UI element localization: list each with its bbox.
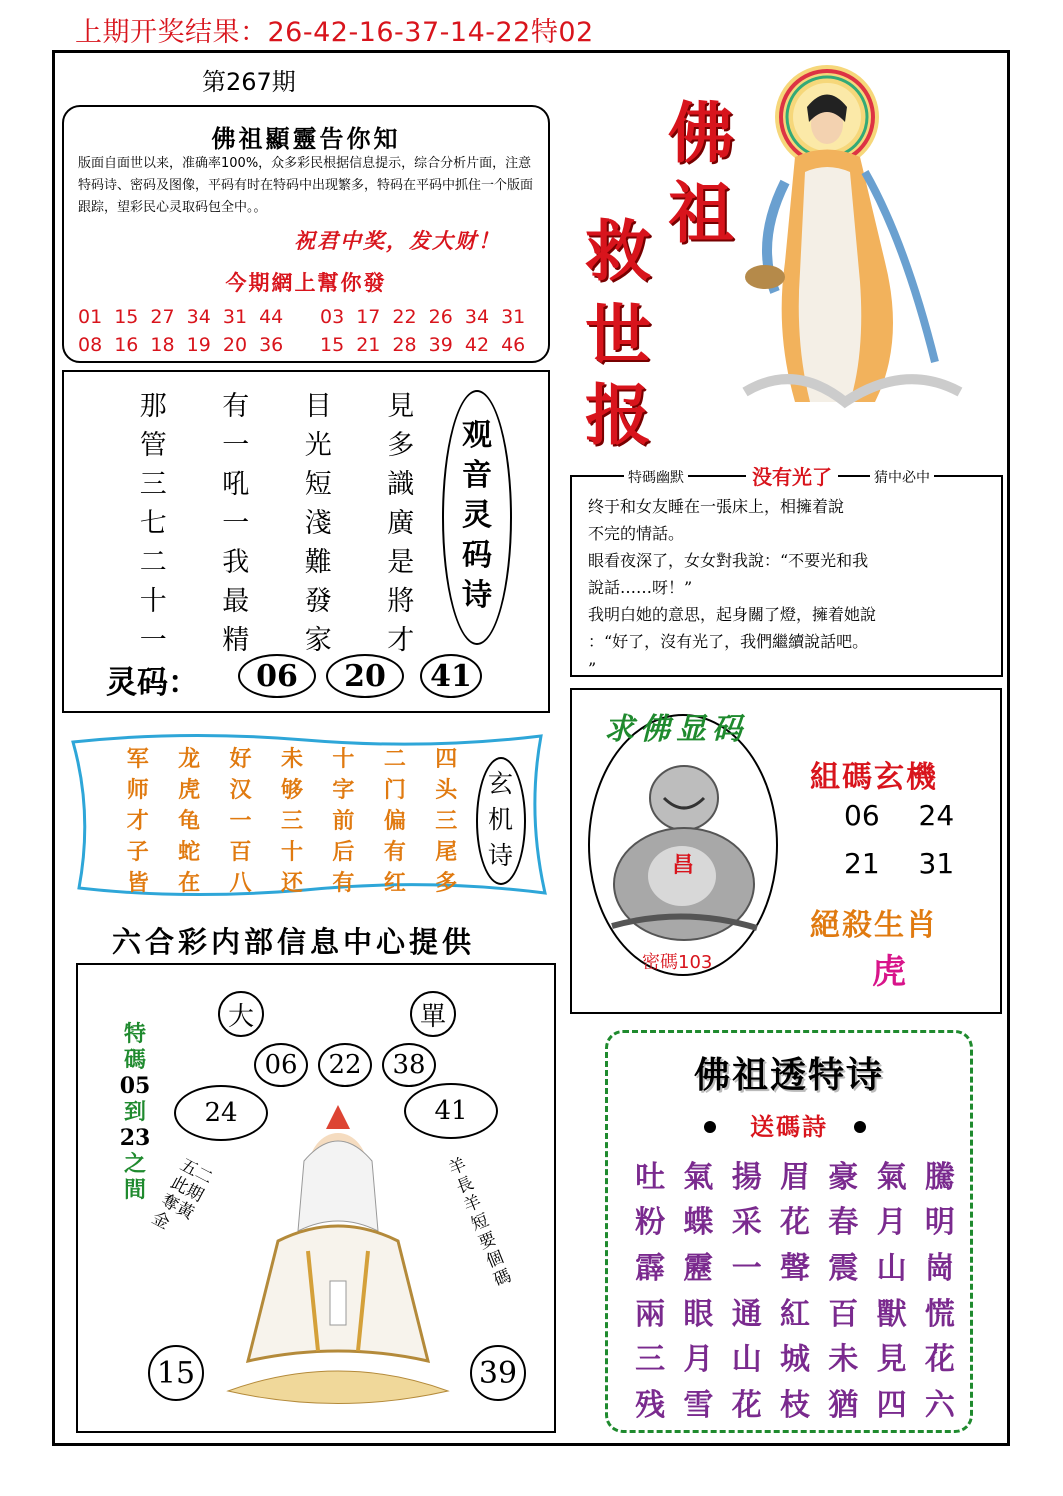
xuanji-char: 虎: [178, 777, 201, 803]
poem-char: 一: [222, 430, 250, 461]
title-char-5: 报: [585, 376, 651, 454]
range-token: 23: [119, 1125, 151, 1151]
bottom-right-number: 39: [470, 1345, 526, 1401]
tou-te-char: 吐: [635, 1159, 666, 1195]
range-token: 特: [123, 1021, 146, 1047]
tou-te-subtitle: 送碼詩: [750, 1112, 828, 1141]
right-verse: 羊長羊短要個碼: [446, 1154, 515, 1291]
notice-box: [62, 105, 550, 363]
guanyin-box: [76, 963, 556, 1433]
xuanji-char: 十: [280, 839, 303, 865]
tou-te-char: 慌: [924, 1296, 955, 1332]
combo-row: 21 31: [844, 847, 955, 880]
big-circle: 大: [218, 991, 264, 1037]
poem-char: 難: [304, 547, 332, 578]
xuanji-char: 红: [383, 870, 406, 896]
kill-title: 絕殺生肖: [810, 908, 938, 943]
xuanji-char: 三: [280, 808, 303, 834]
xuanji-char: 偏: [383, 808, 406, 834]
title-char-1: 佛: [668, 94, 734, 172]
tou-te-char: 花: [779, 1205, 810, 1241]
right-oval-number: 41: [404, 1083, 498, 1139]
poem-grid: [112, 384, 442, 656]
title-char-3: 救: [585, 212, 651, 290]
humor-title: 没有光了: [746, 461, 838, 490]
poem-char: 才: [387, 625, 415, 656]
xuanji-char: 龟: [178, 808, 201, 834]
xuanji-char: 二: [383, 746, 406, 772]
range-token: 到: [123, 1099, 146, 1125]
tou-te-title: 佛祖透特诗: [693, 1054, 884, 1096]
poem-char: 我: [222, 547, 250, 578]
top-number-2: 22: [318, 1043, 372, 1087]
combo-row: 06 24: [844, 799, 955, 832]
range-token: 之: [123, 1151, 146, 1177]
xuanji-char: 有: [383, 839, 406, 865]
bullet-left: [704, 1121, 716, 1133]
xuanji-char: 一: [229, 808, 252, 834]
humor-line: ”: [588, 659, 597, 678]
tou-te-char: 猶: [828, 1388, 859, 1424]
tou-te-char: 三: [635, 1342, 666, 1378]
tou-te-char: 月: [876, 1205, 907, 1241]
buddha-badge: 昌: [672, 852, 695, 878]
range-token: 碼: [123, 1047, 146, 1073]
xuanji-char: 军: [126, 746, 149, 772]
tou-te-box: [605, 1030, 973, 1433]
poem-char: 七: [139, 508, 167, 539]
humor-box: [570, 465, 1003, 678]
guanyin-seated-illustration: [218, 1101, 458, 1413]
bullet-right: [854, 1121, 866, 1133]
humor-text: [588, 493, 998, 682]
top-number-3: 38: [382, 1043, 436, 1087]
tou-te-char: 山: [876, 1251, 907, 1287]
tou-te-char: 山: [731, 1342, 762, 1378]
tou-te-char: 春: [828, 1205, 859, 1241]
poem-char: 將: [387, 586, 415, 617]
number-row: 08 16 18 19 20 36: [78, 334, 284, 356]
tou-te-char: 未: [828, 1342, 859, 1378]
bottom-left-number: 15: [148, 1345, 204, 1401]
tou-te-char: 四: [876, 1388, 907, 1424]
humor-line: 不完的情話。: [588, 524, 685, 543]
notice-subtitle: 今期網上幫你發: [225, 270, 387, 295]
buddha-box: [570, 688, 1002, 1014]
tou-te-char: 騰: [924, 1159, 955, 1195]
xuanji-char: 八: [229, 870, 252, 896]
xuanji-char: 汉: [229, 777, 252, 803]
poem-char: 最: [222, 586, 250, 617]
poem-char: 見: [387, 391, 415, 422]
poem-char: 發: [304, 586, 332, 617]
xuanji-grid: [112, 742, 472, 896]
poem-char: 光: [304, 430, 332, 461]
combo-numbers: [844, 792, 954, 888]
tou-te-char: 靂: [683, 1251, 714, 1287]
humor-label-right: 猜中必中: [870, 467, 934, 487]
xuanji-char: 在: [178, 870, 201, 896]
code-circle-2: 20: [326, 654, 404, 698]
tou-te-char: 城: [779, 1342, 810, 1378]
tou-te-char: 百: [828, 1296, 859, 1332]
left-verse: 五二此期奪黃金: [148, 1155, 217, 1234]
humor-line: 终于和女友睡在一張床上，相擁着說: [588, 497, 845, 516]
xuanji-char: 头: [435, 777, 458, 803]
xuanji-char: 百: [229, 839, 252, 865]
tou-te-char: 眉: [779, 1159, 810, 1195]
xuanji-char: 字: [332, 777, 355, 803]
tou-te-char: 崗: [924, 1251, 955, 1287]
poem-char: 有: [222, 391, 250, 422]
tou-te-char: 通: [731, 1296, 762, 1332]
tou-te-grid: [626, 1151, 964, 1425]
tou-te-char: 花: [731, 1388, 762, 1424]
tou-te-char: 花: [924, 1342, 955, 1378]
poem-char: 那: [139, 391, 167, 422]
left-oval-number: 24: [174, 1085, 268, 1141]
xuanji-char: 好: [229, 746, 252, 772]
tou-te-char: 兩: [635, 1296, 666, 1332]
xuanji-char: 有: [332, 870, 355, 896]
humor-line: 我明白她的意思，起身關了燈，擁着她說: [588, 605, 877, 624]
notice-title: 佛祖顯靈告你知: [211, 124, 401, 153]
tou-te-char: 震: [828, 1251, 859, 1287]
number-row: 03 17 22 26 34 31: [320, 306, 526, 328]
tou-te-char: 獸: [876, 1296, 907, 1332]
humor-line: 說話……呀！”: [588, 578, 693, 597]
guanyin-standing-illustration: [735, 62, 975, 422]
combo-title: 組碼玄機: [810, 760, 938, 795]
xuanji-char: 十: [332, 746, 355, 772]
poem-char: 精: [222, 625, 250, 656]
tou-te-char: 氣: [876, 1159, 907, 1195]
tou-te-char: 采: [731, 1205, 762, 1241]
poem-side-label: 观音灵码诗: [462, 418, 492, 613]
xuanji-char: 师: [126, 777, 149, 803]
poem-box: [62, 370, 550, 713]
xuanji-char: 皆: [126, 870, 149, 896]
poem-char: 識: [387, 469, 415, 500]
top-number-1: 06: [254, 1043, 308, 1087]
xuanji-char: 四: [435, 746, 458, 772]
xuanji-char: 前: [332, 808, 355, 834]
poem-char: 二: [139, 547, 167, 578]
number-row: 01 15 27 34 31 44: [78, 306, 284, 328]
tou-te-char: 揚: [731, 1159, 762, 1195]
poem-char: 管: [139, 430, 167, 461]
tou-te-char: 月: [683, 1342, 714, 1378]
xuanji-char: 多: [435, 870, 458, 896]
tou-te-char: 明: [924, 1205, 955, 1241]
tou-te-char: 霹: [635, 1251, 666, 1287]
poem-char: 一: [222, 508, 250, 539]
range-token: 間: [123, 1177, 146, 1203]
poem-char: 淺: [304, 508, 332, 539]
special-range: [118, 1021, 152, 1203]
xuanji-side-label: 玄机诗: [488, 769, 514, 870]
xuanji-char: 子: [126, 839, 149, 865]
poem-char: 多: [387, 430, 415, 461]
tou-te-char: 見: [876, 1342, 907, 1378]
poem-char: 一: [139, 625, 167, 656]
xuanji-char: 三: [435, 808, 458, 834]
code-label: 灵码：: [106, 665, 199, 701]
xuanji-char: 才: [126, 808, 149, 834]
tou-te-char: 聲: [779, 1251, 810, 1287]
xuanji-char: 未: [280, 746, 303, 772]
humor-label-left: 特碼幽默: [624, 467, 688, 487]
kill-value: 虎: [872, 952, 906, 992]
poem-char: 短: [304, 469, 332, 500]
tou-te-char: 蝶: [683, 1205, 714, 1241]
provider-line: 六合彩内部信息中心提供: [112, 925, 476, 959]
tou-te-char: 眼: [683, 1296, 714, 1332]
poem-char: 目: [304, 391, 332, 422]
xuanji-char: 蛇: [178, 839, 201, 865]
buddha-arc-title: 求佛显码: [604, 712, 748, 747]
notice-wish: 祝君中奖，发大财！: [294, 229, 501, 253]
code-circle-3: 41: [420, 654, 482, 698]
xuanji-char: 龙: [178, 746, 201, 772]
poem-char: 三: [139, 469, 167, 500]
humor-line: ：“好了，沒有光了，我們繼續說話吧。: [588, 632, 869, 651]
tou-te-char: 残: [635, 1388, 666, 1424]
range-token: 05: [119, 1073, 151, 1099]
xuanji-char: 够: [280, 777, 303, 803]
number-row: 15 21 28 39 42 46: [320, 334, 526, 356]
poem-char: 家: [304, 625, 332, 656]
tou-te-char: 紅: [779, 1296, 810, 1332]
xuanji-char: 后: [332, 839, 355, 865]
last-result: 上期开奖结果：26-42-16-37-14-22特02: [75, 17, 594, 48]
numbers-right: [320, 303, 525, 359]
xuanji-char: 还: [280, 870, 303, 896]
poem-char: 十: [139, 586, 167, 617]
single-circle: 單: [410, 991, 456, 1037]
poem-char: 是: [387, 547, 415, 578]
xuanji-char: 尾: [435, 839, 458, 865]
tou-te-char: 粉: [635, 1205, 666, 1241]
numbers-left: [78, 303, 283, 359]
code-circle-1: 06: [238, 654, 316, 698]
tou-te-char: 豪: [828, 1159, 859, 1195]
notice-body: 版面自面世以来，准确率100%，众多彩民根据信息提示，综合分析片面，注意特码诗、密码及图像，平码有时在特码中出现繁多，特码在平码中抓住一个版面跟踪，望彩民心灵取码包全中。。: [78, 156, 534, 215]
poem-char: 吼: [222, 469, 250, 500]
tou-te-char: 一: [731, 1251, 762, 1287]
xuanji-char: 门: [383, 777, 406, 803]
tou-te-char: 六: [924, 1388, 955, 1424]
poem-char: 廣: [387, 508, 415, 539]
tou-te-char: 枝: [779, 1388, 810, 1424]
title-char-4: 世: [585, 296, 651, 374]
issue-number: 第267期: [202, 68, 296, 96]
tou-te-char: 雪: [683, 1388, 714, 1424]
buddha-code-text: 密碼103: [642, 952, 713, 973]
tou-te-char: 氣: [683, 1159, 714, 1195]
humor-line: 眼看夜深了，女女對我說：“不要光和我: [588, 551, 869, 570]
title-char-2: 祖: [668, 174, 734, 252]
